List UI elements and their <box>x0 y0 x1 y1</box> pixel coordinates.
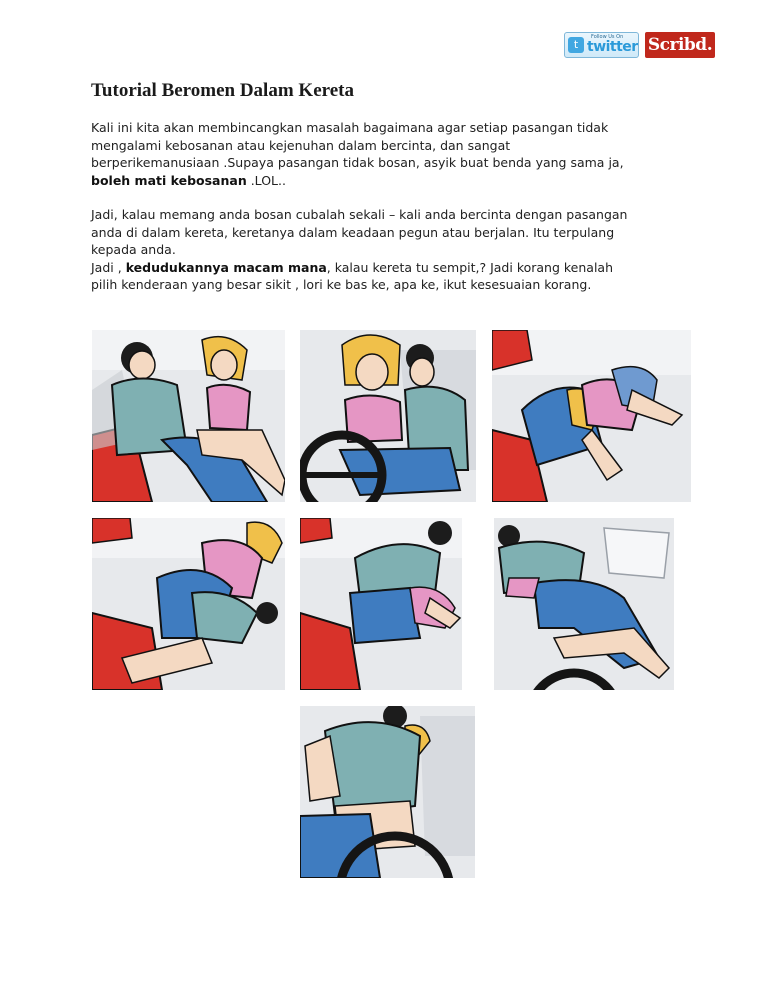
bold-phrase: kedudukannya macam mana <box>125 259 327 275</box>
paragraph-line: kepada anda. <box>91 242 176 258</box>
paragraph-line <box>91 172 691 190</box>
couple-embrace-back-seat-illustration <box>92 518 285 690</box>
paragraph-text: , kalau kereta tu sempit,? Jadi korang kenalah <box>326 259 614 275</box>
second-paragraph <box>91 206 691 294</box>
couple-kneeling-illustration <box>300 518 462 690</box>
paragraph-line: berperikemanusiaan .Supaya pasangan tidak bosan, asyik buat benda yang sama ja, <box>91 155 624 171</box>
couple-lying-back-seat-illustration <box>492 330 691 502</box>
paragraph-line: anda di dalam kereta, keretanya dalam keadaan pegun atau berjalan. Itu terpulang <box>91 224 615 240</box>
scribd-logo-badge[interactable]: Scribd. <box>645 32 715 58</box>
paragraph-line: mengalami kebosanan atau kejenuhan dalam bercinta, dan sangat <box>91 137 511 153</box>
paragraph-line: Kali ini kita akan membincangkan masalah bagaimana agar setiap pasangan tidak <box>91 120 609 135</box>
paragraph-line <box>91 259 691 277</box>
paragraph-line: pilih kenderaan yang besar sikit , lori ke bas ke, apa ke, ikut kesesuaian korang. <box>91 277 592 293</box>
intro-paragraph <box>91 119 691 189</box>
twitter-follow-caption: Follow Us On <box>591 34 624 40</box>
twitter-badge-label: twitter <box>587 39 638 55</box>
couple-driver-embrace-illustration <box>300 706 475 878</box>
bold-phrase: boleh mati kebosanan <box>91 172 247 188</box>
twitter-follow-badge[interactable] <box>564 32 639 58</box>
twitter-bird-icon: t <box>568 37 584 53</box>
paragraph-text: Jadi , <box>91 259 126 275</box>
couple-driver-seat-illustration <box>300 330 476 502</box>
couple-lying-front-seat-illustration <box>494 518 674 690</box>
couple-seated-illustration <box>92 330 285 502</box>
document-title: Tutorial Beromen Dalam Kereta <box>91 80 354 101</box>
paragraph-line: Jadi, kalau memang anda bosan cubalah sekali – kali anda bercinta dengan pasangan <box>91 207 628 222</box>
paragraph-text: .LOL.. <box>246 172 286 188</box>
